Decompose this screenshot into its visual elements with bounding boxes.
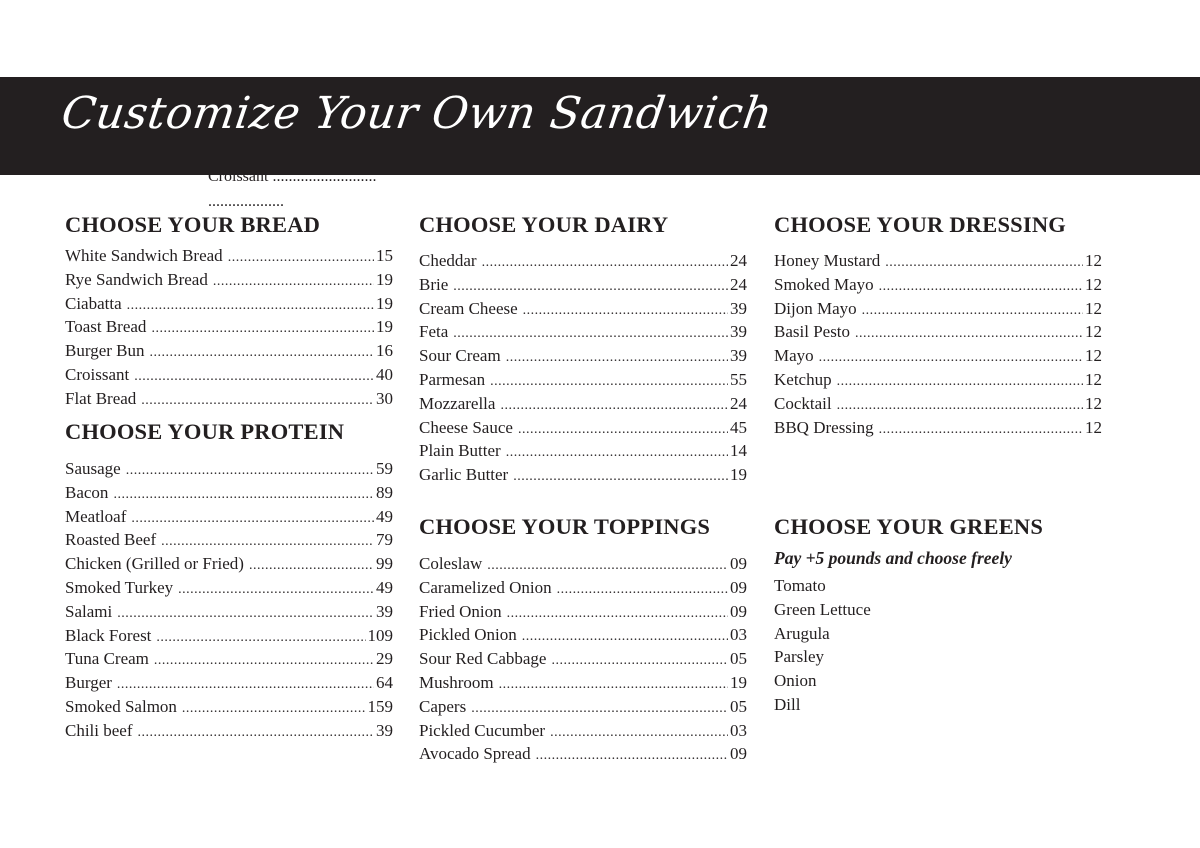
dressing-item [774, 249, 1102, 273]
protein-item [65, 647, 393, 671]
protein-section-title: CHOOSE YOUR PROTEIN [65, 419, 345, 444]
item-name: Dijon Mayo [774, 298, 857, 318]
item-price: 39 [730, 322, 747, 342]
item-price: 19 [376, 269, 393, 289]
dairy-item [419, 344, 747, 368]
bread-item [65, 363, 393, 387]
dot-leader [156, 626, 365, 650]
dot-leader [557, 578, 728, 602]
item-name: Brie [419, 274, 449, 294]
item-price: 29 [376, 649, 393, 669]
dot-leader [536, 744, 728, 768]
dairy-item [419, 320, 747, 344]
item-price: 12 [1085, 417, 1102, 437]
dressing-item [774, 320, 1102, 344]
item-name: Rye Sandwich Bread [65, 269, 208, 289]
item-name: Black Forest [65, 625, 152, 645]
protein-item [65, 576, 393, 600]
dot-leader [453, 322, 728, 346]
dot-leader [885, 251, 1083, 275]
toppings-item [419, 742, 747, 766]
item-name: Fried Onion [419, 601, 502, 621]
item-name: Plain Butter [419, 441, 501, 461]
item-name: Croissant [65, 364, 130, 384]
item-price: 109 [367, 625, 393, 645]
protein-section [65, 419, 393, 743]
dot-leader [151, 317, 374, 341]
dot-leader [471, 697, 728, 721]
dairy-item [419, 297, 747, 321]
dot-leader [127, 294, 374, 318]
dot-leader [522, 625, 728, 649]
dot-leader [482, 251, 728, 275]
toppings-item [419, 552, 747, 576]
item-price: 30 [376, 388, 393, 408]
bread-section-title: CHOOSE YOUR BREAD [65, 212, 321, 237]
item-name: Toast Bread [65, 317, 147, 337]
item-price: 64 [376, 673, 393, 693]
item-price: 39 [730, 298, 747, 318]
item-price: 159 [367, 696, 393, 716]
greens-list [774, 574, 1102, 717]
item-name: Tuna Cream [65, 649, 149, 669]
item-name: Chili beef [65, 720, 133, 740]
protein-item [65, 552, 393, 576]
greens-item: Arugula [774, 623, 830, 643]
dairy-item [419, 273, 747, 297]
dot-leader [490, 370, 728, 394]
item-name: Feta [419, 322, 449, 342]
item-name: Pickled Cucumber [419, 720, 546, 740]
item-name: Mushroom [419, 672, 494, 692]
item-name: Roasted Beef [65, 530, 157, 550]
item-name: Mayo [774, 346, 814, 366]
item-price: 09 [730, 601, 747, 621]
dot-leader [499, 673, 728, 697]
item-name: Cheddar [419, 251, 477, 270]
dot-leader [131, 507, 374, 531]
toppings-section-title: CHOOSE YOUR TOPPINGS [419, 514, 711, 539]
dot-leader [126, 459, 374, 483]
greens-item: Green Lettuce [774, 599, 871, 619]
dot-leader [551, 649, 728, 673]
dot-leader [182, 697, 366, 721]
dot-leader [249, 554, 374, 578]
item-price: 79 [376, 530, 393, 550]
dairy-list [419, 249, 747, 487]
item-name: Avocado Spread [419, 744, 531, 764]
item-name: Capers [419, 696, 467, 716]
dot-leader [879, 275, 1083, 299]
dot-leader [837, 370, 1083, 394]
item-price: 99 [376, 554, 393, 574]
item-price: 39 [376, 720, 393, 740]
item-name: Cream Cheese [419, 298, 518, 318]
item-name: Ciabatta [65, 293, 122, 313]
dressing-item [774, 392, 1102, 416]
item-name: Sausage [65, 459, 121, 478]
greens-item: Tomato [774, 576, 826, 595]
dressing-item [774, 297, 1102, 321]
dot-leader [117, 673, 374, 697]
dressing-section [774, 212, 1102, 439]
item-name: Sour Red Cabbage [419, 649, 547, 669]
item-price: 24 [730, 274, 747, 294]
item-price: 55 [730, 369, 747, 389]
item-name: Ketchup [774, 369, 832, 389]
item-name: Meatloaf [65, 506, 127, 526]
item-name: Burger Bun [65, 341, 145, 361]
dot-leader [213, 270, 374, 294]
stray-text-line-1: Croissant .......................... [208, 168, 377, 185]
dairy-item [419, 463, 747, 487]
item-price: 40 [376, 364, 393, 384]
bread-item [65, 244, 393, 268]
protein-item [65, 719, 393, 743]
dot-leader [855, 322, 1083, 346]
item-price: 12 [1085, 346, 1102, 366]
dot-leader [819, 346, 1083, 370]
item-price: 12 [1085, 251, 1102, 270]
stray-text-line-2: ................... [208, 194, 284, 210]
item-name: Chicken (Grilled or Fried) [65, 554, 244, 574]
dressing-item [774, 344, 1102, 368]
dairy-item [419, 392, 747, 416]
bread-item [65, 387, 393, 411]
dot-leader [518, 418, 728, 442]
bread-list [65, 244, 393, 411]
item-name: Smoked Mayo [774, 274, 874, 294]
protein-item [65, 528, 393, 552]
item-price: 19 [376, 317, 393, 337]
item-name: Coleslaw [419, 554, 483, 573]
dairy-item [419, 416, 747, 440]
dot-leader [154, 649, 374, 673]
dot-leader [500, 394, 728, 418]
page-title: Customize Your Own Sandwich [58, 88, 776, 139]
item-name: Mozzarella [419, 393, 496, 413]
item-price: 09 [730, 744, 747, 764]
toppings-item [419, 623, 747, 647]
greens-subtitle: Pay +5 pounds and choose freely [774, 548, 1012, 568]
protein-item [65, 600, 393, 624]
item-price: 19 [730, 672, 747, 692]
protein-item [65, 505, 393, 529]
dressing-section-title: CHOOSE YOUR DRESSING [774, 212, 1066, 237]
dairy-section [419, 212, 747, 487]
greens-item: Dill [774, 694, 801, 714]
item-price: 09 [730, 577, 747, 597]
item-name: Cocktail [774, 393, 832, 413]
item-price: 03 [730, 625, 747, 645]
item-price: 24 [730, 393, 747, 413]
dairy-item [419, 249, 747, 273]
item-name: Burger [65, 673, 112, 693]
item-price: 19 [376, 293, 393, 313]
toppings-list [419, 552, 747, 766]
dot-leader [228, 246, 374, 270]
item-price: 14 [730, 441, 747, 461]
bread-item [65, 315, 393, 339]
dressing-item [774, 416, 1102, 440]
protein-list [65, 457, 393, 743]
protein-item [65, 671, 393, 695]
bread-item [65, 339, 393, 363]
item-name: Cheese Sauce [419, 417, 513, 437]
item-price: 05 [730, 696, 747, 716]
protein-item [65, 695, 393, 719]
toppings-item [419, 695, 747, 719]
item-name: Honey Mustard [774, 251, 881, 270]
dot-leader [487, 554, 728, 578]
dairy-section-title: CHOOSE YOUR DAIRY [419, 212, 669, 237]
toppings-item [419, 671, 747, 695]
item-price: 15 [376, 246, 393, 265]
dot-leader [523, 299, 728, 323]
greens-section [774, 514, 1102, 717]
protein-item [65, 457, 393, 481]
item-price: 12 [1085, 393, 1102, 413]
item-price: 39 [376, 601, 393, 621]
item-price: 89 [376, 482, 393, 502]
item-price: 49 [376, 506, 393, 526]
protein-item [65, 481, 393, 505]
dot-leader [161, 530, 374, 554]
item-name: Caramelized Onion [419, 577, 552, 597]
dot-leader [862, 299, 1083, 323]
greens-section-title: CHOOSE YOUR GREENS [774, 514, 1044, 539]
toppings-item [419, 576, 747, 600]
item-price: 39 [730, 346, 747, 366]
dairy-item [419, 368, 747, 392]
item-price: 45 [730, 417, 747, 437]
dressing-item [774, 273, 1102, 297]
dot-leader [117, 602, 374, 626]
dressing-list [774, 249, 1102, 439]
item-price: 12 [1085, 298, 1102, 318]
item-name: Bacon [65, 482, 109, 502]
item-name: Parmesan [419, 369, 486, 389]
item-name: Basil Pesto [774, 322, 851, 342]
dot-leader [837, 394, 1083, 418]
item-price: 59 [376, 459, 393, 478]
item-name: Garlic Butter [419, 465, 509, 485]
toppings-item [419, 647, 747, 671]
item-name: Smoked Turkey [65, 577, 174, 597]
item-price: 19 [730, 465, 747, 485]
dot-leader [150, 341, 375, 365]
item-price: 03 [730, 720, 747, 740]
bread-section [65, 212, 393, 411]
item-price: 09 [730, 554, 747, 573]
dot-leader [113, 483, 374, 507]
item-price: 05 [730, 649, 747, 669]
dot-leader [506, 441, 728, 465]
item-name: Pickled Onion [419, 625, 517, 645]
dot-leader [506, 346, 728, 370]
dot-leader [178, 578, 374, 602]
dot-leader [141, 389, 374, 413]
dairy-item [419, 439, 747, 463]
item-price: 24 [730, 251, 747, 270]
bread-item [65, 268, 393, 292]
greens-item: Parsley [774, 647, 825, 667]
item-price: 12 [1085, 274, 1102, 294]
protein-item [65, 624, 393, 648]
toppings-section [419, 514, 747, 766]
item-price: 12 [1085, 369, 1102, 389]
dot-leader [513, 465, 728, 489]
dot-leader [550, 721, 728, 745]
item-name: Sour Cream [419, 346, 501, 366]
item-price: 16 [376, 341, 393, 361]
dot-leader [507, 602, 728, 626]
item-name: Smoked Salmon [65, 696, 177, 716]
toppings-item [419, 719, 747, 743]
dot-leader [879, 418, 1083, 442]
item-name: BBQ Dressing [774, 417, 874, 437]
dressing-item [774, 368, 1102, 392]
item-name: Flat Bread [65, 388, 137, 408]
item-price: 49 [376, 577, 393, 597]
item-name: White Sandwich Bread [65, 246, 223, 265]
dot-leader [453, 275, 728, 299]
bread-item [65, 292, 393, 316]
dot-leader [134, 365, 374, 389]
toppings-item [419, 600, 747, 624]
item-name: Salami [65, 601, 113, 621]
item-price: 12 [1085, 322, 1102, 342]
greens-item: Onion [774, 671, 817, 691]
dot-leader [138, 721, 374, 745]
